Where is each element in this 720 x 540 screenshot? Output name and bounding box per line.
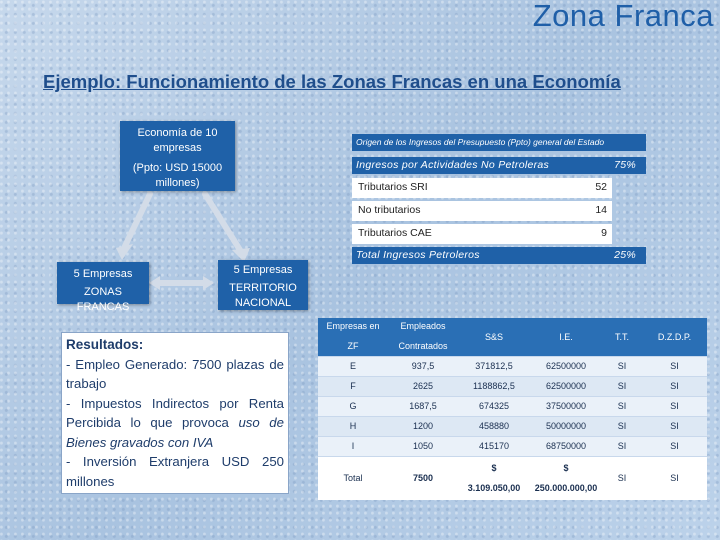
results-heading: Resultados: [66, 337, 144, 352]
table-cell: SI [602, 436, 642, 456]
total-dzdp: SI [642, 456, 707, 500]
companies-table [318, 318, 707, 500]
table-cell: 1050 [388, 436, 458, 456]
table-cell: 1200 [388, 416, 458, 436]
non-oil-label: Ingresos por Actividades No Petroleras [356, 159, 550, 171]
total-ie-value: 250.000.000,00 [534, 483, 598, 494]
free-zone-label: ZONAS FRANCAS [76, 285, 130, 313]
table-header-row [318, 318, 707, 356]
non-oil-pct: 75% [614, 159, 636, 171]
table-cell: SI [642, 396, 707, 416]
col-header-dzdp: D.Z.D.P. [642, 318, 707, 356]
slide-title: Zona Franca [532, 0, 714, 33]
table-cell: 674325 [458, 396, 530, 416]
col-header-empleados-top: Empleados [400, 321, 446, 332]
table-cell: 62500000 [530, 356, 602, 376]
arrowhead-mid-right-icon [203, 276, 214, 290]
national-label: TERRITORIO NACIONAL [229, 281, 297, 309]
results-taxes-text: - Impuestos Indirectos por Renta Percibida lo que provoca [66, 395, 284, 430]
col-header-ss: S&S [458, 318, 530, 356]
income-row-label: Tributarios CAE [358, 227, 432, 239]
table-cell: 62500000 [530, 376, 602, 396]
col-header-empleados-bottom: Contratados [398, 341, 448, 352]
results-taxes-italic: uso de Bienes gravados con IVA [66, 415, 284, 450]
table-cell: F [318, 376, 388, 396]
income-row-sri [352, 178, 612, 198]
oil-income-row [352, 247, 646, 264]
table-cell: E [318, 356, 388, 376]
arrow-to-territorio [205, 194, 240, 250]
col-header-empresas [318, 318, 388, 356]
table-cell: SI [602, 356, 642, 376]
table-total-row [318, 456, 707, 500]
table-row [318, 356, 707, 376]
table-cell: SI [642, 436, 707, 456]
income-row-no-tributarios [352, 201, 612, 221]
national-count: 5 Empresas [233, 264, 293, 276]
arrowhead-left-icon [116, 244, 133, 260]
table-row [318, 416, 707, 436]
total-ie [530, 456, 602, 500]
total-ie-currency: $ [563, 463, 569, 474]
table-cell: 937,5 [388, 356, 458, 376]
total-employees: 7500 [388, 456, 458, 500]
economy-budget: (Ppto: USD 15000 millones) [132, 161, 223, 189]
table-cell: 415170 [458, 436, 530, 456]
free-zone-box [57, 262, 149, 313]
table-cell: G [318, 396, 388, 416]
oil-pct: 25% [614, 249, 636, 261]
income-row-value: 52 [595, 181, 607, 193]
col-header-empresas-top: Empresas en [326, 321, 380, 332]
national-territory-box [218, 260, 308, 310]
arrowhead-mid-left-icon [149, 276, 160, 290]
table-cell: SI [642, 416, 707, 436]
table-cell: 371812,5 [458, 356, 530, 376]
table-cell: SI [602, 396, 642, 416]
total-ss-value: 3.109.050,00 [467, 483, 521, 494]
table-row [318, 396, 707, 416]
table-row [318, 436, 707, 456]
table-cell: I [318, 436, 388, 456]
income-panel [352, 134, 646, 264]
arrow-to-zonas-francas [125, 194, 150, 246]
table-cell: 37500000 [530, 396, 602, 416]
results-item-investment: - Inversión Extranjera USD 250 millones [66, 454, 284, 489]
col-header-empleados [388, 318, 458, 356]
table-cell: 50000000 [530, 416, 602, 436]
total-ss-currency: $ [491, 463, 497, 474]
results-item-taxes [66, 394, 284, 453]
income-row-label: Tributarios SRI [358, 181, 428, 193]
table-row [318, 376, 707, 396]
table-cell: 68750000 [530, 436, 602, 456]
col-header-ie: I.E. [530, 318, 602, 356]
table-cell: 2625 [388, 376, 458, 396]
economy-label: Economía de 10 empresas [137, 127, 218, 154]
table-cell: SI [642, 356, 707, 376]
table-cell: 1687,5 [388, 396, 458, 416]
table-cell: 458880 [458, 416, 530, 436]
non-oil-income-row [352, 157, 646, 174]
slide-subtitle: Ejemplo: Funcionamiento de las Zonas Francas en una Economía [43, 71, 621, 92]
total-label: Total [318, 456, 388, 500]
free-zone-count: 5 Empresas [73, 268, 133, 280]
oil-label: Total Ingresos Petroleros [356, 249, 480, 261]
total-ss [458, 456, 530, 500]
total-tt: SI [602, 456, 642, 500]
income-row-label: No tributarios [358, 204, 421, 216]
income-header: Origen de los Ingresos del Presupuesto (Ppto) general del Estado [352, 134, 646, 151]
table-cell: H [318, 416, 388, 436]
table-cell: 1188862,5 [458, 376, 530, 396]
results-item-employment: - Empleo Generado: 7500 plazas de trabajo [66, 356, 284, 391]
table-cell: SI [602, 416, 642, 436]
col-header-tt: T.T. [602, 318, 642, 356]
table-cell: SI [642, 376, 707, 396]
col-header-empresas-bottom: ZF [347, 341, 359, 352]
table-cell: SI [602, 376, 642, 396]
results-box [61, 332, 289, 494]
income-row-value: 9 [601, 227, 607, 239]
income-row-cae [352, 224, 612, 244]
economy-box [120, 121, 235, 191]
income-row-value: 14 [595, 204, 607, 216]
